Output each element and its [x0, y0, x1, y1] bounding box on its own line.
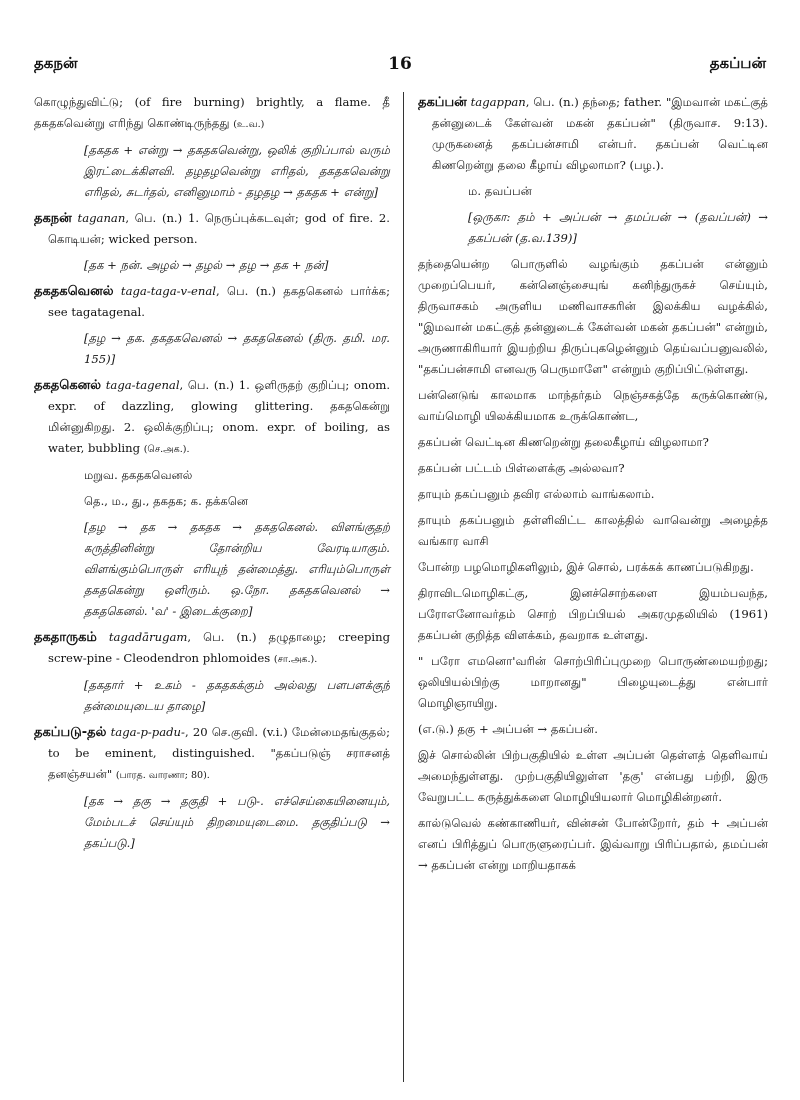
body-paragraph: இச் சொல்லின் பிற்பகுதியில் உள்ள அப்பன் தெள்ளத் தெளிவாய் அமைந்துள்ளது. முற்பகுதியிலுள்ள 'தகு' என்பது பற்றி, இரு வேறுபட்ட கருத்துக்களை மொழியியலார் மொழிகின்றனர்.: [418, 748, 768, 804]
body-paragraph: திராவிடமொழிகட்கு, இனச்சொற்களை இயம்பவந்த, பரோஎனோவர்தம் சொற் பிறப்பியல் அகரமுதலியில் (1961) தகப்பன் குறித்த விளக்கம், தவறாக உள்ளது.: [418, 586, 768, 642]
headword: தகப்பன்: [418, 95, 467, 110]
etymology: [தழ → தக → தகதக → தகதகெனல். விளங்குதற் கருத்தினின்று தோன்றிய வேரடியாகும். விளங்கும்பொருள் எரியுந் தன்மைத்து. எரியும்பொருள் தகதகென்று ஒளிரும். ஒ.நோ. தகதகவெனல் → தகதகெனல். 'வ' - இடைக்குறை]: [84, 520, 390, 618]
transliteration: taga-tagenal: [105, 378, 180, 392]
etymology: [தழ → தக. தகதகவெனல் → தகதகெனல் (திரு. தமி. மர. 155)]: [84, 331, 390, 366]
etymology: [தக → தகு → தகுதி + படு-. எச்செய்கையினையும், மேம்படச் செய்யும் திறமையுடைமை. தகுதிப்படு → தகப்படு.]: [84, 794, 390, 850]
example: (எ.டு.) தகு + அப்பன் → தகப்பன்.: [418, 722, 598, 736]
proverb: தாயும் தகப்பனும் தள்ளிவிட்ட காலத்தில் வாவென்று அழைத்த வங்கார வாசி: [418, 513, 768, 548]
headword: தகதாருகம்: [34, 630, 97, 645]
transliteration: taga-taga-v-enal: [120, 284, 216, 298]
continued-entry: கொழுந்துவிட்டு; (of fire burning) brightly, a flame. தீ தகதகவென்று எரிந்து கொண்டிருந்தது (உ.வ.): [34, 95, 390, 130]
etymology: [தக + நன். அழல் → தழல் → தழ → தக + நன்]: [84, 258, 329, 272]
transliteration: taga-p-padu-: [110, 725, 185, 739]
dictionary-entry: தகதகவெனல் taga-taga-v-enal, பெ. (n.) தகதகெனல் பார்க்க; see tagatagenal.: [34, 284, 390, 319]
transliteration: tagappan: [470, 95, 526, 109]
headword: தகதகெனல்: [34, 378, 102, 393]
page-header: [34, 54, 766, 84]
cognates: ம. தவப்பன்: [468, 184, 532, 198]
column-divider: [403, 92, 404, 1082]
proverb: தகப்பன் பட்டம் பிள்ளைக்கு அல்லவா?: [418, 461, 625, 475]
right-column: [418, 92, 768, 881]
body-paragraph: " பரோ எமனொ'வரின் சொற்பிரிப்புமுறை பொருண்மையற்றது; ஒலியியல்பிற்கு மாறானது" பிழையுடைத்து என்பார் மொழிஞாயிறு.: [418, 654, 768, 710]
dictionary-entry: தகதாருகம் tagadārugam, பெ. (n.) தழுதாழை; creeping screw-pine - Cleodendron phlomoides (சா.அக.).: [34, 630, 391, 665]
variant-form: மறுவ. தகதகவெனல்: [84, 468, 193, 482]
etymology: [தகதக + என்று → தகதகவென்று, ஒலிக் குறிப்பால் வரும் இரட்டைக்கிளவி. தழதழவென்று எரிதல், தகதகவென்று எரிதல், சுடர்தல், எனினுமாம் - தழதழ → தகதக + என்று]: [84, 143, 390, 199]
body-paragraph: கால்டுவெல் கண்காணியர், வின்சன் போன்றோர், தம் + அப்பன் எனப் பிரித்துப் பொருளுரைப்பர். இவ்வாறு பிரிப்பதால், தமப்பன் → தகப்பன் என்று மாறியதாகக்: [418, 816, 768, 872]
dictionary-entry: தகநன் taganan, பெ. (n.) 1. நெருப்புக்கடவுள்; god of fire. 2. கொடியன்; wicked person.: [34, 211, 390, 246]
page-number: 16: [388, 54, 412, 74]
body-paragraph: போன்ற பழமொழிகளிலும், இச் சொல், பரக்கக் காணப்படுகிறது.: [418, 560, 754, 574]
left-running-headword: தகநன்: [34, 54, 78, 72]
proverb: தகப்பன் வெட்டின கிணறென்று தலைகீழாய் விழலாமா?: [418, 435, 709, 449]
body-paragraph: தந்தையென்ற பொருளில் வழங்கும் தகப்பன் என்னும் முறைப்பெயர், கன்னெஞ்சையுங் கனிந்துருகச் செய்யும், திருவாசகம் அருளிய மணிவாசகரின் இலக்கிய வழக்கில், "இமவான் மகட்குத் தன்னுடைக் கேள்வன் மகன் தகப்பன்" என்றும், அருணாகிரியார் இயற்றிய திருப்புகழென்னும் தெய்வப்பனுவலில், "தகப்பன்சாமி எனவரு பெருமாளே" என்றும் குறிப்பிட்டுள்ளது.: [418, 257, 768, 376]
headword: தகதகவெனல்: [34, 284, 114, 299]
etymology: [தகதார் + உகம் - தகதகக்கும் அல்லது பளபளக்குந் தன்மையுடைய தாழை]: [84, 678, 390, 713]
right-running-headword: தகப்பன்: [709, 54, 766, 72]
dictionary-entry: தகதகெனல் taga-tagenal, பெ. (n.) 1. ஒளிருதற் குறிப்பு; onom. expr. of dazzling, glowing glittering. தகதகென்று மின்னுகிறது. 2. ஒலிக்குறிப்பு; onom. expr. of boiling, as water, bubbling (செ.அக.).: [34, 378, 390, 455]
body-paragraph: பன்னெடுங் காலமாக மாந்தர்தம் நெஞ்சகத்தே கருக்கொண்டு, வாய்மொழி யிலக்கியமாக உருக்கொண்ட,: [418, 388, 768, 423]
left-column: [34, 92, 390, 859]
cognates: தெ., ம., து., தகதக; க. தக்கனெ: [84, 494, 249, 508]
dictionary-entry: தகப்பன் tagappan, பெ. (n.) தந்தை; father. "இமவான் மகட்குத் தன்னுடைக் கேள்வன் மகன் தகப்பன்" (திருவாச. 9:13). முருகனைத் தகப்பன்சாமி என்பர். தகப்பன் வெட்டின கிணறென்று தலை கீழாய் விழலாமா? (பழ.).: [418, 95, 768, 172]
headword: தகப்படு-தல்: [34, 725, 107, 740]
etymology: [ஒருகா: தம் + அப்பன் → தமப்பன் → (தவப்பன்) → தகப்பன் (த.வ.139)]: [468, 210, 768, 245]
transliteration: taganan: [77, 211, 126, 225]
headword: தகநன்: [34, 211, 72, 226]
transliteration: tagadārugam: [108, 630, 188, 644]
proverb: தாயும் தகப்பனும் தவிர எல்லாம் வாங்கலாம்.: [418, 487, 655, 501]
dictionary-entry: தகப்படு-தல் taga-p-padu-, 20 செ.குவி. (v.i.) மேன்மைதங்குதல்; to be eminent, distinguished. "தகப்படுஞ் சராசனத் தனஞ்சயன்" (பாரத. வாரணா; 80).: [34, 725, 390, 781]
